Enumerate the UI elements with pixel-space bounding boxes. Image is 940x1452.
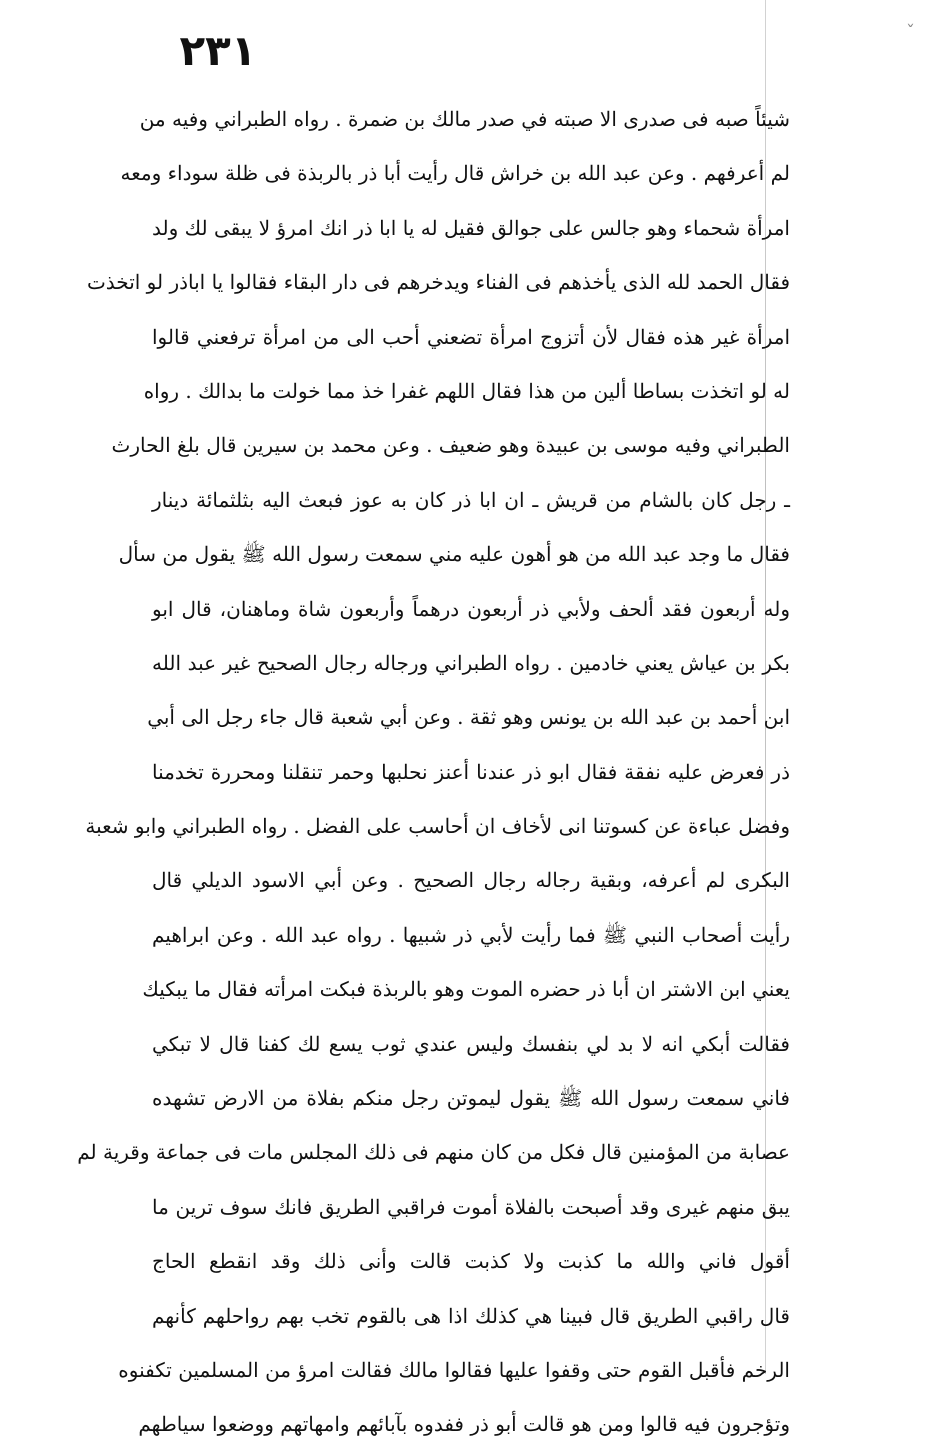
body-text [77, 92, 790, 1452]
text-line: بكر بن عياش يعني خادمين . رواه الطبراني ورجاله رجال الصحيح غير عبد الله [152, 650, 790, 675]
text-line: فاني سمعت رسول الله ﷺ يقول ليموتن رجل منكم بفلاة من الارض تشهده [152, 1086, 790, 1111]
text-line: وتؤجرون فيه قالوا ومن هو قالت أبو ذر ففدوه بآبائهم وامهاتهم ووضعوا سياطهم [138, 1412, 790, 1437]
text-line: فقالت أبكي انه لا بد لي بنفسك وليس عندي ثوب يسع لك كفنا قال لا تبكي [152, 1031, 790, 1056]
text-line: وفضل عباءة عن كسوتنا انى لأخاف ان أحاسب على الفضل . رواه الطبراني وابو شعبة [85, 814, 790, 839]
text-line: ـ رجل كان بالشام من قريش ـ ان ابا ذر كان به عوز فبعث اليه بثلثمائة دينار [152, 487, 790, 512]
text-line: يبق منهم غيرى وقد أصبحت بالفلاة أموت فراقبي الطريق فانك سوف ترين ما [152, 1194, 790, 1219]
text-line: ابن أحمد بن عبد الله بن يونس وهو ثقة . وعن أبي شعبة قال جاء رجل الى أبي [147, 705, 790, 730]
text-line: له لو اتخذت بساطا ألين من هذا فقال اللهم غفرا خذ مما خولت ما بدالك . رواه [143, 378, 790, 403]
text-line: لم أعرفهم . وعن عبد الله بن خراش قال رأيت أبا ذر بالربذة فى ظلة سوداء ومعه [120, 161, 790, 186]
text-line: عصابة من المؤمنين قال فكل من كان منهم فى ذلك المجلس مات فى جماعة وقرية لم [77, 1140, 790, 1165]
page-number: ٢٣١ [179, 26, 257, 75]
corner-mark: ˇ [906, 22, 915, 43]
text-line: الطبراني وفيه موسى بن عبيدة وهو ضعيف . وعن محمد بن سيرين قال بلغ الحارث [111, 433, 790, 458]
text-line: وله أربعون فقد ألحف ولأبي ذر أربعون درهماً وأربعون شاة وماهنان، قال ابو [152, 596, 790, 621]
text-line: ذر فعرض عليه نفقة فقال ابو ذر عندنا أعنز نحلبها وحمر تنقلنا ومحررة تخدمنا [152, 759, 790, 784]
text-line: أقول فاني والله ما كذبت ولا كذبت قالت وأنى ذلك وقد انقطع الحاج [152, 1249, 790, 1274]
text-line: الرخم فأقبل القوم حتى وقفوا عليها فقالوا مالك فقالت امرؤ من المسلمين تكفنوه [118, 1357, 790, 1382]
text-line: شيئاً صبه فى صدرى الا صبته في صدر مالك بن ضمرة . رواه الطبراني وفيه من [139, 107, 790, 131]
text-line: البكرى لم أعرفه، وبقية رجاله رجال الصحيح . وعن أبي الاسود الديلي قال [152, 868, 790, 893]
text-line: فقال الحمد لله الذى يأخذهم فى الفناء ويدخرهم فى دار البقاء فقالوا يا اباذر لو اتخذت [86, 270, 790, 295]
text-line: امرأة غير هذه فقال لأن أتزوج امرأة تضعني أحب الى من امرأة ترفعني قالوا [152, 324, 790, 349]
text-line: فقال ما وجد عبد الله من هو أهون عليه مني سمعت رسول الله ﷺ يقول من سأل [118, 542, 790, 567]
text-line: قال راقبي الطريق قال فبينا هي كذلك اذا هى بالقوم تخب بهم رواحلهم كأنهم [152, 1303, 790, 1328]
text-line: امرأة شحماء وهو جالس على جوالق فقيل له يا ابا ذر انك امرؤ لا يبقى لك ولد [152, 215, 790, 240]
text-line: يعني ابن الاشتر ان أبا ذر حضره الموت وهو بالربذة فبكت امرأته فقال ما يبكيك [142, 977, 790, 1002]
text-line: رأيت أصحاب النبي ﷺ فما رأيت لأبي ذر شبيها . رواه عبد الله . وعن ابراهيم [152, 922, 790, 947]
